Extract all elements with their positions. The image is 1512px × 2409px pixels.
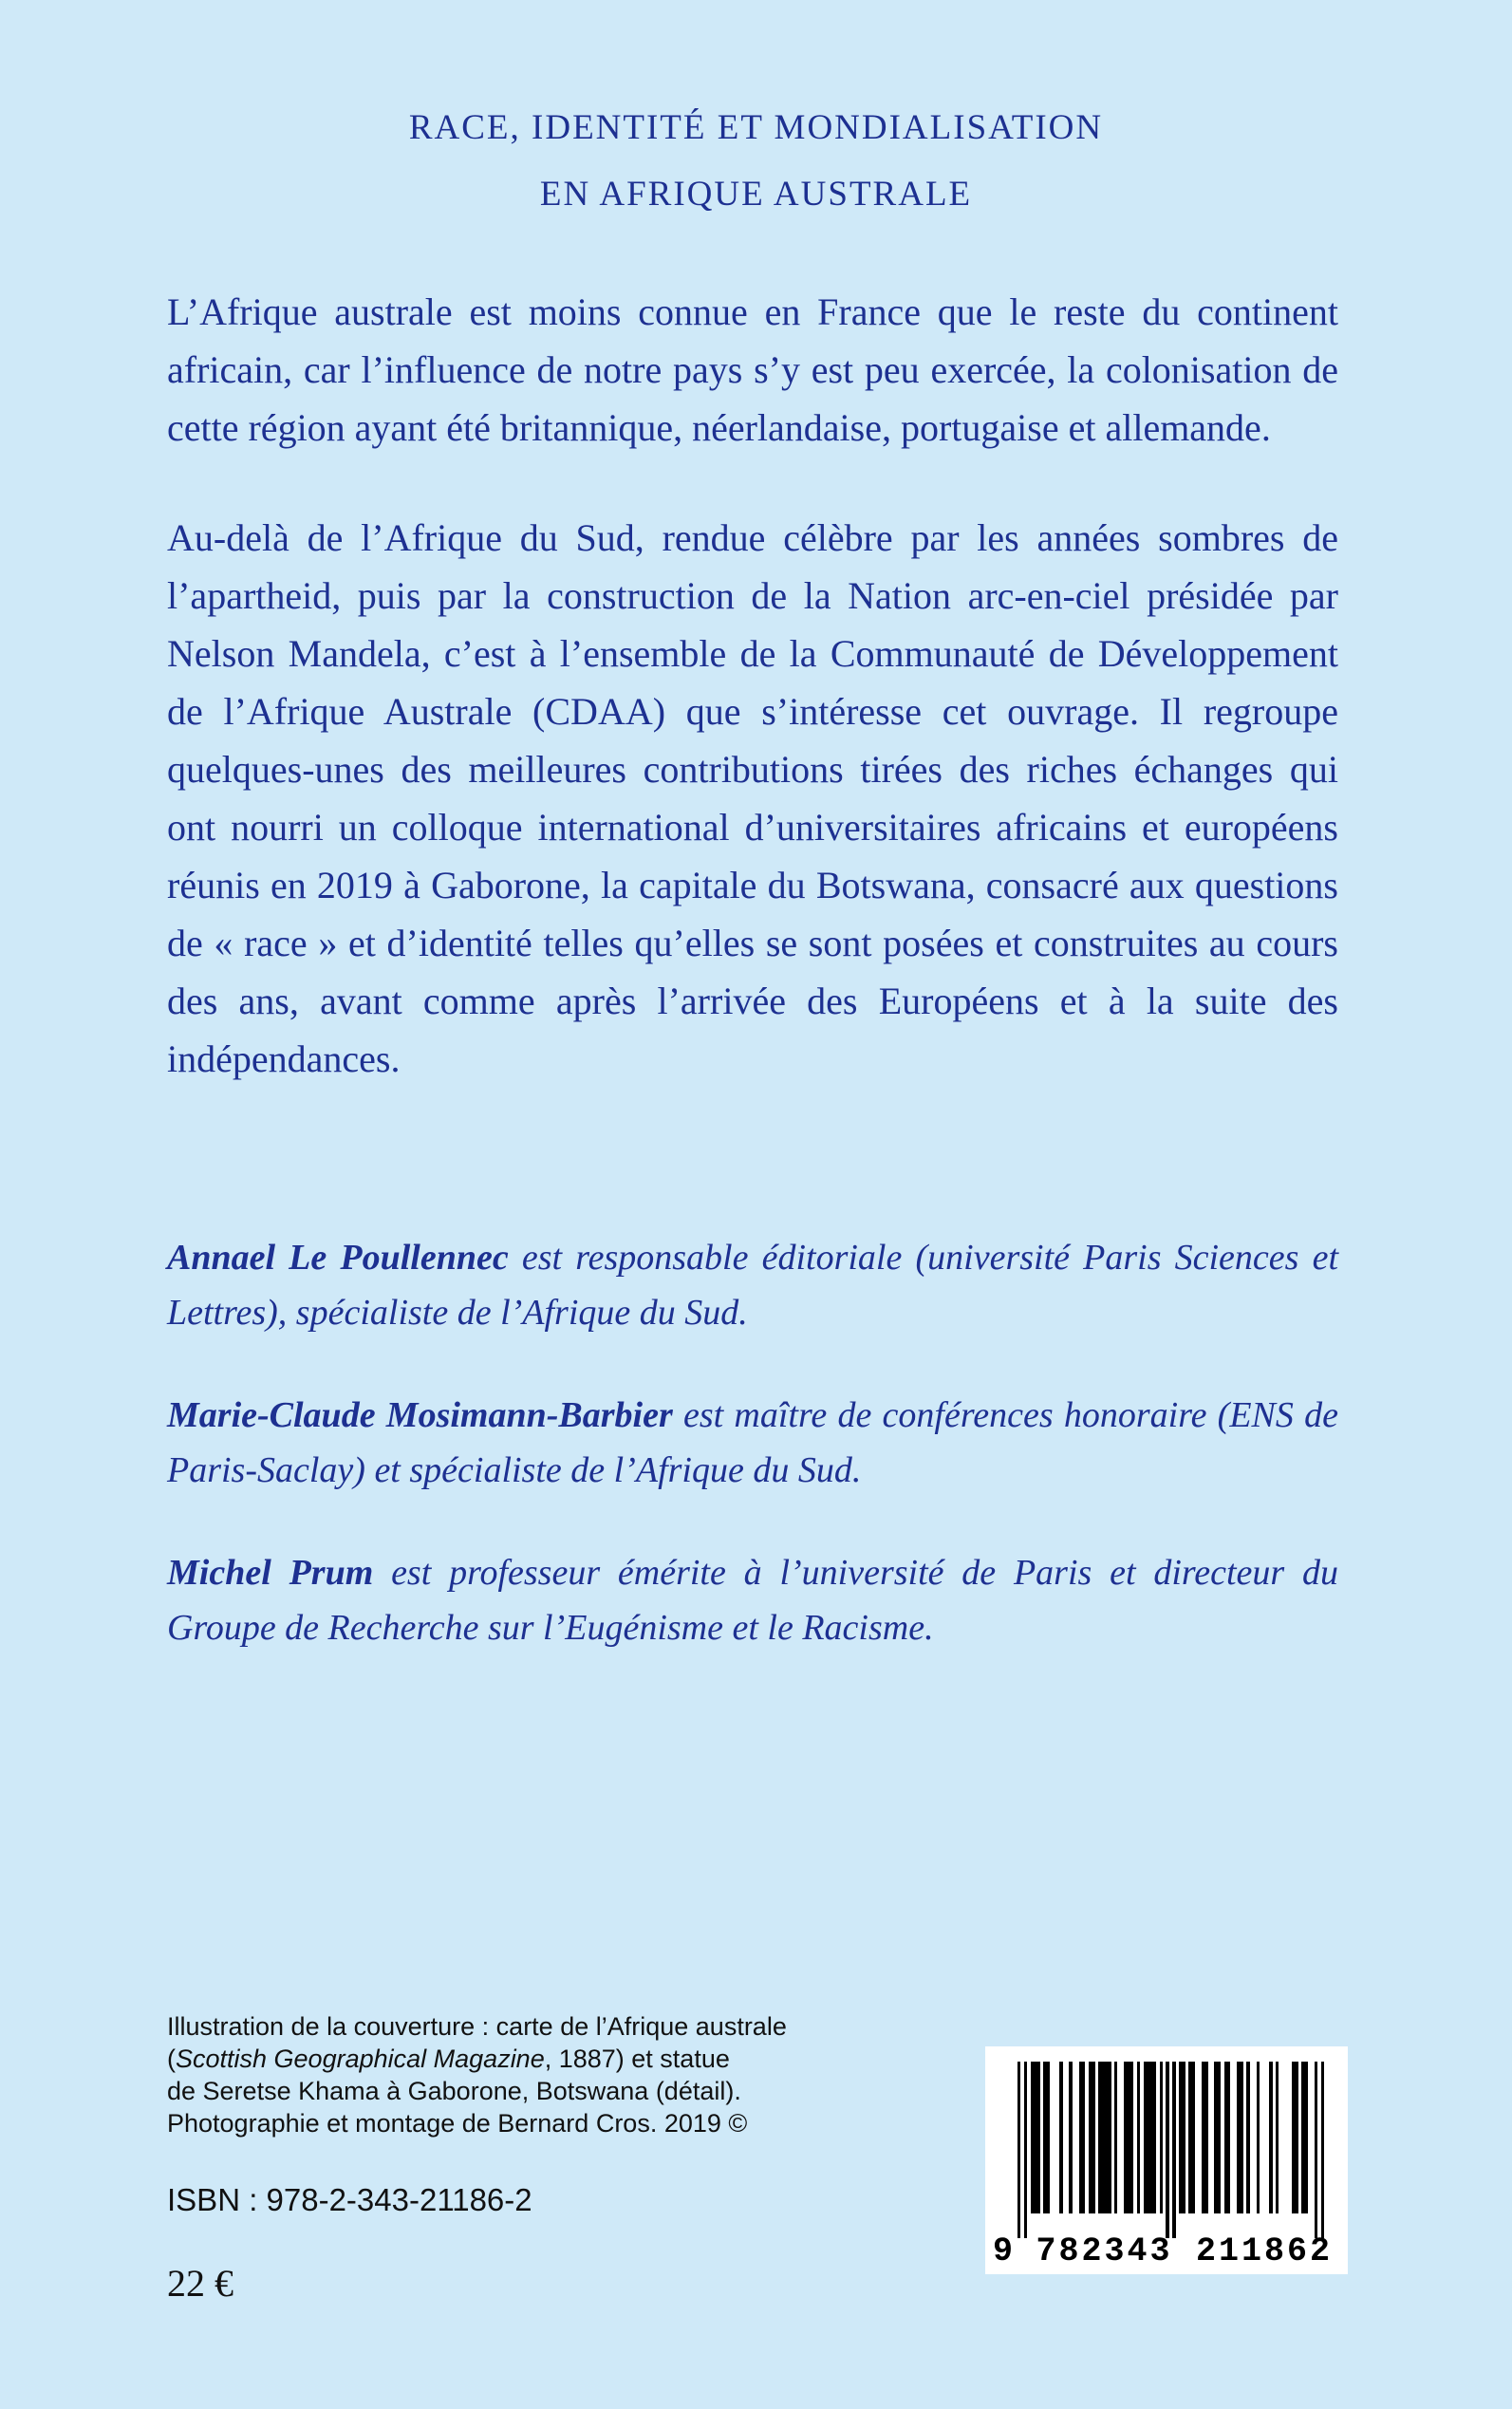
- barcode-group-1: 782343: [1036, 2232, 1173, 2270]
- cover-illustration-credit: [167, 2010, 787, 2139]
- price-label: 22 €: [167, 2262, 233, 2305]
- author-bios: [167, 1230, 1338, 1655]
- credit-line-2: [167, 2043, 787, 2075]
- credit-magazine-title: Scottish Geographical Magazine: [176, 2045, 545, 2073]
- synopsis-paragraph-2: Au-delà de l’Afrique du Sud, rendue célèbre par les années sombres de l’apartheid, puis par la construction de la Nation arc-en-ciel présidée par Nelson Mandela, c’est à l’ensemble de la Communauté de Développement de l’Afrique Australe (CDAA) que s’intéresse cet ouvrage. Il regroupe quelques-unes des meilleures contributions tirées des riches échanges qui ont nourri un colloque international d’universitaires africains et européens réunis en 2019 à Gaborone, la capitale du Botswana, consacré aux questions de « race » et d’identité telles qu’elles se sont posées et construites au cours des ans, avant comme après l’arrivée des Européens et à la suite des indépendances.: [167, 516, 1338, 1080]
- author-bio-1: [167, 1230, 1338, 1340]
- author-description-1: est responsable éditoriale (université Paris Sciences et Lettres), spécialiste de l’Afrique du Sud.: [167, 1238, 1338, 1333]
- credit-line-2-rest: , 1887) et statue: [544, 2045, 730, 2073]
- author-bio-3: [167, 1545, 1338, 1655]
- title-line-2: EN AFRIQUE AUSTRALE: [539, 175, 973, 214]
- barcode-first-digit: 9: [993, 2232, 1014, 2270]
- synopsis-paragraph-1: L’Afrique australe est moins connue en France que le reste du continent africain, car l’influence de notre pays s’y est peu exercée, la colonisation de cette région ayant été britannique, néerlandaise, portugaise et allemande.: [167, 290, 1338, 449]
- author-name-2: Marie-Claude Mosimann-Barbier: [167, 1395, 673, 1435]
- isbn-number: ISBN : 978-2-343-21186-2: [167, 2182, 532, 2217]
- credit-line-1: Illustration de la couverture : carte de l’Afrique australe: [167, 2012, 787, 2041]
- barcode-bars: [1017, 2062, 1325, 2238]
- barcode-group-2: 211862: [1195, 2232, 1333, 2270]
- credit-line-4: Photographie et montage de Bernard Cros. 2019 ©: [167, 2109, 748, 2138]
- barcode: [985, 2046, 1348, 2274]
- barcode-digits: [993, 2232, 1333, 2270]
- author-name-3: Michel Prum: [167, 1553, 374, 1593]
- credit-line-2-open: (: [167, 2045, 176, 2073]
- book-title: [0, 95, 1512, 228]
- author-name-1: Annael Le Poullennec: [167, 1238, 509, 1278]
- credit-line-3: de Seretse Khama à Gaborone, Botswana (détail).: [167, 2077, 741, 2105]
- author-description-3: est professeur émérite à l’université de Paris et directeur du Groupe de Recherche sur l’Eugénisme et le Racisme.: [167, 1553, 1338, 1648]
- synopsis: [167, 283, 1338, 1703]
- author-description-2: est maître de conférences honoraire (ENS de Paris-Saclay) et spécialiste de l’Afrique du Sud.: [167, 1395, 1338, 1490]
- author-bio-2: [167, 1388, 1338, 1498]
- title-line-1: RACE, IDENTITÉ ET MONDIALISATION: [408, 108, 1104, 147]
